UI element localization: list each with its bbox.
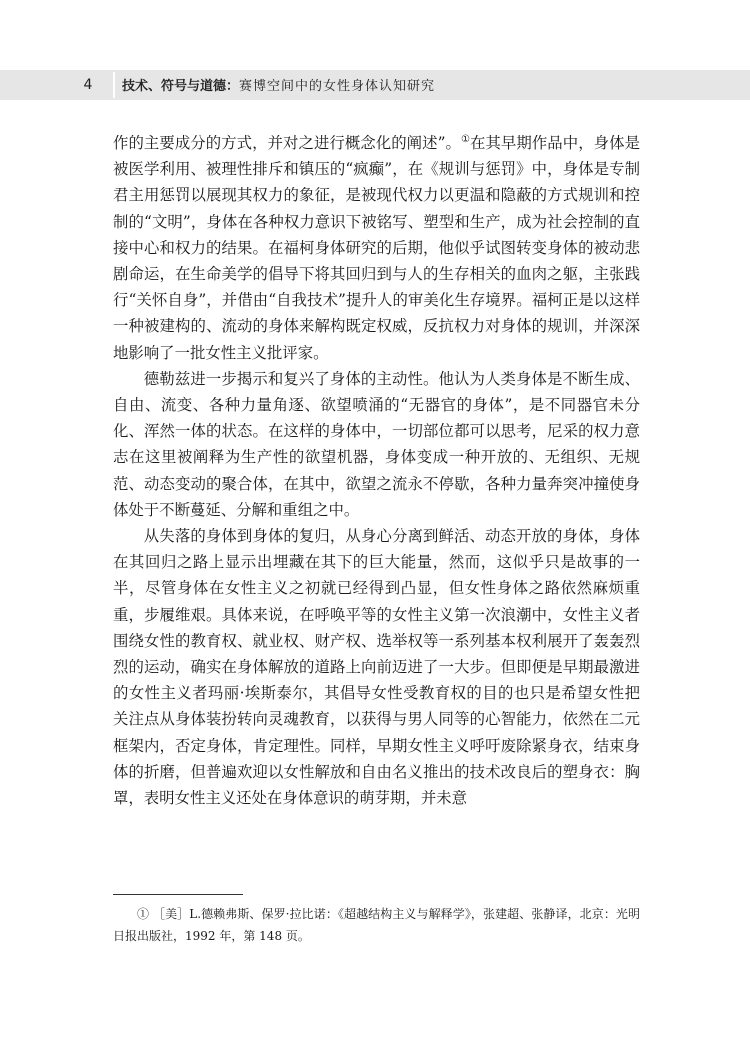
running-title bbox=[122, 77, 435, 97]
paragraph-1 bbox=[113, 130, 640, 366]
body-text bbox=[113, 130, 640, 811]
footnote: ① ［美］L.德赖弗斯、保罗·拉比诺：《超越结构主义与解释学》，张建超、张静译，北京：光明日报出版社，1992 年，第 148 页。 bbox=[113, 907, 640, 943]
page-number: 4 bbox=[83, 77, 93, 93]
header-divider bbox=[113, 72, 115, 98]
footnote-reference[interactable]: ① bbox=[460, 133, 471, 145]
book-title: 技术、符号与道德： bbox=[122, 79, 240, 94]
paragraph-3: 从失落的身体到身体的复归，从身心分离到鲜活、动态开放的身体，身体在其回归之路上显示出埋藏在其下的巨大能量，然而，这似乎只是故事的一半，尽管身体在女性主义之初就已经得到凸显，但女性身体之路依然麻烦重重，步履维艰。具体来说，在呼唤平等的女性主义第一次浪潮中，女性主义者围绕女性的教育权、就业权、财产权、选举权等一系列基本权利展开了轰轰烈烈的运动，确实在身体解放的道路上向前迈进了一大步。但即便是早期最激进的女性主义者玛丽·埃斯泰尔，其倡导女性受教育权的目的也只是希望女性把关注点从身体装扮转向灵魂教育，以获得与男人同等的心智能力，依然在二元框架内，否定身体，肯定理性。同样，早期女性主义呼吁废除紧身衣，结束身体的折磨，但普遍欢迎以女性解放和自由名义推出的技术改良后的塑身衣：胸罩，表明女性主义还处在身体意识的萌芽期，并未意 bbox=[113, 527, 640, 808]
book-subtitle: 赛博空间中的女性身体认知研究 bbox=[239, 79, 436, 94]
footnote-rule bbox=[113, 894, 243, 895]
paragraph-1-after-ref: 在其早期作品中，身体是被医学利用、被理性排斥和镇压的“疯癫”，在《规训与惩罚》中，身体是专制君主用惩罚以展现其权力的象征，是被现代权力以更温和隐蔽的方式规训和控制的“文明”，身体在各种权力意识下被铭写、塑型和生产，成为社会控制的直接中心和权力的结果。在福柯身体研究的后期，他似乎试图转变身体的被动悲剧命运，在生命美学的倡导下将其回归到与人的生存相关的血肉之躯，主张践行“关怀自身”，并借由“自我技术”提升人的审美化生存境界。福柯正是以这样一种被建构的、流动的身体来解构既定权威，反抗权力对身体的规训，并深深地影响了一批女性主义批评家。 bbox=[113, 134, 640, 362]
paragraph-2: 德勒兹进一步揭示和复兴了身体的主动性。他认为人类身体是不断生成、自由、流变、各种力量角逐、欲望喷涌的“无器官的身体”，是不同器官未分化、浑然一体的状态。在这样的身体中，一切部位都可以思考，尼采的权力意志在这里被阐释为生产性的欲望机器，身体变成一种开放的、无组织、无规范、动态变动的聚合体，在其中，欲望之流永不停歇，各种力量奔突冲撞使身体处于不断蔓延、分解和重组之中。 bbox=[113, 369, 640, 519]
paragraph-1-before-ref: 作的主要成分的方式，并对之进行概念化的阐述”。 bbox=[113, 134, 461, 152]
